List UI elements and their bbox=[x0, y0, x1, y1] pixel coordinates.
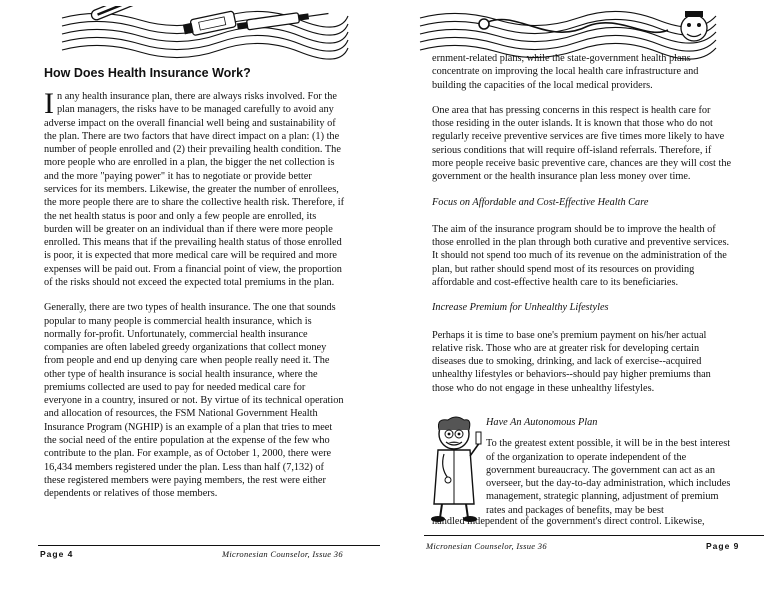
left-article bbox=[44, 66, 344, 512]
footer-rule-left bbox=[38, 545, 380, 546]
page-number-right: Page 9 bbox=[706, 541, 740, 551]
footer-rule-right bbox=[424, 535, 764, 536]
right-paragraph-4: Perhaps it is time to base one's premium payment on his/her actual relative risk. Those who are at greater risk for developing certain diseases due to smoking, drinking, and lack of exercise--acquired unhealthy lifestyles or behaviors--should pay higher premiums than those who do not engage in these unhealthy lifestyles. bbox=[432, 329, 711, 394]
page-number-left: Page 4 bbox=[40, 549, 74, 559]
left-paragraph-1 bbox=[44, 87, 344, 289]
publication-name-right: Micronesian Counselor, Issue 36 bbox=[426, 541, 547, 551]
doctor-cartoon bbox=[426, 412, 484, 522]
right-article bbox=[432, 52, 734, 407]
right-paragraph-5: To the greatest extent possible, it will be in the best interest of the organization to operate independent of the government bureaucracy. The government can act as an overseer, but the day-to-day administration, which includes management, strategic planning, adjustment of premium rates and packages of benefits, may be best bbox=[486, 438, 731, 516]
left-paragraph-2: Generally, there are two types of health insurance. The one that sounds popular to many people is commercial health insurance, which is normally for-profit. Unfortunately, commercial health insurance companies are often labeled greedy organizations that collect money from people and end up denying care when people really need it. The other type of health insurance is social health insurance, where the premiums collected are used to pay for needed medical care for everyone in a country, insured or not. By virtue of its technical operation and allocation of resources, the FSM National Government Health Insurance Program (NGHIP) is an example of a plan that tries to meet the social need of the entire population at the expense of the few who contribute to the plan. For example, as of October 1, 2000, there were 16,434 members registered under the plan. Less than half (7,132) of these registered members were paying members, the rest were either dependents or relatives of those members. bbox=[44, 302, 344, 500]
autonomous-plan-section bbox=[486, 416, 734, 517]
right-paragraph-3: The aim of the insurance program should be to improve the health of those enrolled in the plan through both curative and preventive services. It should not spend too much of its revenue on the administration of the plan, but rather should spend most of its resources on providing affordable and cost-effective health care to its beneficiaries. bbox=[432, 223, 730, 288]
subheading-affordable-care: Focus on Affordable and Cost-Effective Health Care bbox=[432, 196, 649, 208]
article-heading: How Does Health Insurance Work? bbox=[44, 66, 251, 80]
drop-cap: I bbox=[44, 87, 54, 120]
doctor-head-icon bbox=[681, 11, 707, 41]
left-paragraph-1-text: n any health insurance plan, there are always risks involved. For the plan managers, the risks have to be managed carefully to avoid any adverse impact on the overall financial well being and sustainability of the plan. There are two factors that have direct impact on a plan: (1) the number of people enrolled and (2) their prevailing health condition. The more people who are enrolled in a plan, the bigger the net collection is and the more "paying power" it has to negotiate or provide better services for its members. Likewise, the greater the number of enrollees, the more people there are to share the collective health risk. Therefore, if the net health status is poor and only a few people are enrolled, its burden will be greater on an individual than if there were more people enrolled. This means that if the prevailing health status of those enrolled is poor, it is expected that more medical care will be required and more expenses will be paid out. From a financial point of view, the proportion of the risks should not exceed the expected total premiums in the plan. bbox=[44, 91, 344, 288]
subheading-unhealthy-lifestyles: Increase Premium for Unhealthy Lifestyles bbox=[432, 302, 609, 314]
publication-name-left: Micronesian Counselor, Issue 36 bbox=[222, 549, 343, 559]
subheading-autonomous-plan: Have An Autonomous Plan bbox=[486, 417, 598, 428]
right-paragraph-2: One area that has pressing concerns in this respect is health care for those residing in the outer islands. It is known that those who do not regularly receive preventive services are five times more likely to have serious conditions that will require off-island referrals. Therefore, if more people receive basic preventive care, chances are they will cost the government or the health insurance plan less money over time. bbox=[432, 104, 732, 183]
right-paragraph-5-last-line: handled independent of the government's direct control. Likewise, bbox=[432, 516, 705, 527]
right-paragraph-1: ernment-related plans, while the state-government health plans concentrate on improving the local health care infrastructure and building the capacities of the local medical providers. bbox=[432, 53, 699, 91]
medical-banner-left bbox=[60, 6, 350, 60]
